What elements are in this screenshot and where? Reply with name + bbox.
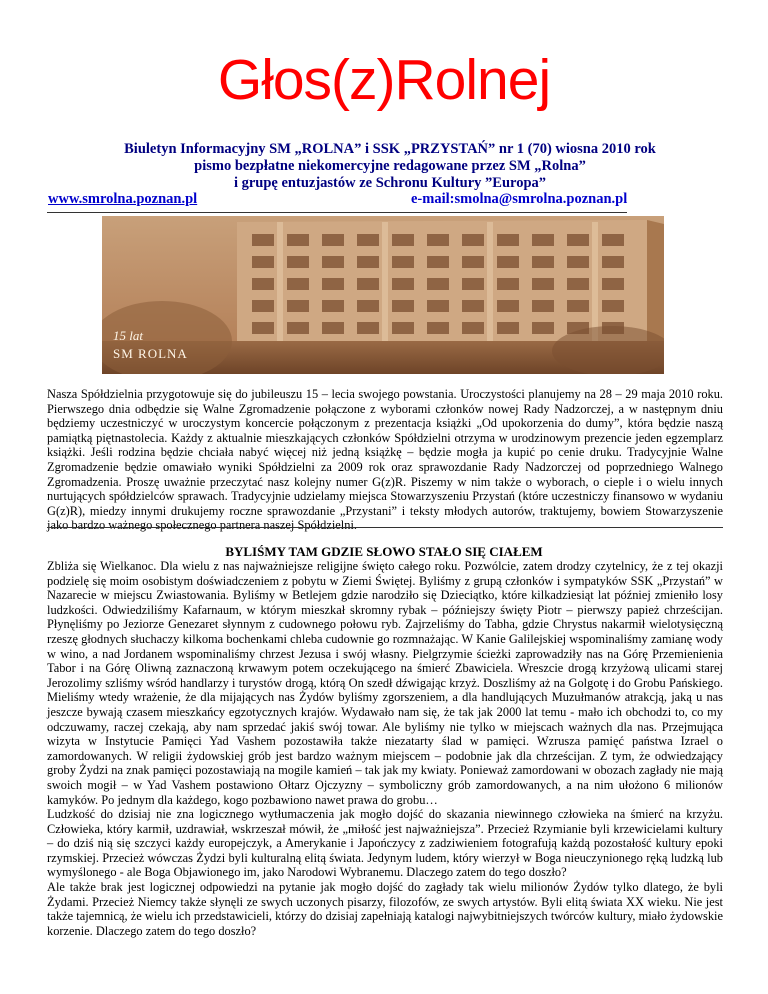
header-divider — [47, 212, 627, 213]
masthead-title: Głos(z)Rolnej — [217, 48, 551, 112]
article-paragraph-3: Ale także brak jest logicznej odpowiedzi na pytanie jak mogło dojść do zagłady tak wielu milionów Żydów tylko dlatego, że byli Żydami. Przecież Niemcy także słynęli ze swych uczonych pisarzy, filozofów, ze swych artystów. Byli elitą świata XX wieku. Nie jest także tajemnicą, że wielu ich przedstawicieli, którzy do dzisiaj zapełniają katalogi najwybitniejszych twórców kultury, miało żydowskie korzenie. Dlaczego zatem do tego doszło? — [47, 880, 723, 938]
bulletin-info-line: Biuletyn Informacyjny SM „ROLNA” i SSK „PRZYSTAŃ” nr 1 (70) wiosna 2010 rok — [124, 141, 656, 157]
intro-paragraph: Nasza Spółdzielnia przygotowuje się do jubileuszu 15 – lecia swojego powstania. Uroczystości planujemy na 28 – 29 maja 2010 roku. Pierwszego dnia odbędzie się Walne Zgromadzenie połączone z wyborami członków nowej Rady Nadzorczej, a w następnym dniu będziemy uczestniczyć w uroczystym koncercie połączonym z prezentacja książki „Od upokorzenia do dumy”, która będzie naszą pamiątką piętnastolecia. Każdy z aktualnie mieszkających członków Spółdzielni otrzyma w urodzinowym prezencie jeden egzemplarz książki. Jeśli rodzina będzie chciała nabyć więcej niż jedną książkę – będzie mogła ja kupić po cenie druku. Tradycyjnie Walne Zgromadzenie będzie omawiało wyniki Spółdzielni za 2009 rok oraz sprawozdanie Rady Nadzorczej od poprzedniego Walnego Zgromadzenia. Proszę uważnie przeczytać nasz kolejny numer G(z)R. Piszemy w nim także o wyborach, o cieple i o wielu innych nurtujących spółdzielców sprawach. Tradycyjnie udzielamy miejsca Stowarzyszeniu Przystań (które uczestniczy finansowo w wydaniu G(z)R), miedzy innymi drukujemy roczne sprawozdanie „Przystani” i teksty młodych autorów, traktujemy, bowiem Stowarzyszenie jako bardzo ważnego społecznego partnera naszej Spółdzielni. — [47, 387, 723, 533]
publisher-line: pismo bezpłatne niekomercyjne redagowane przez SM „Rolna” — [194, 158, 586, 174]
photo-caption-name: SM ROLNA — [113, 346, 188, 361]
article-body — [47, 559, 723, 959]
article-paragraph-1: Zbliża się Wielkanoc. Dla wielu z nas najważniejsze religijne święto całego roku. Pozwólcie, zatem drodzy czytelnicy, że z tej okazji podzielę się moim osobistym doświadczeniem z pobytu w Ziemi Świętej. Byliśmy z grupą członków i sympatyków SSK „Przystań” w Nazarecie w miejscu Zwiastowania. Byliśmy w Betlejem gdzie narodziło się Dzieciątko, które kilkadziesiąt lat później zmieniło losy ludzkości. Odwiedziliśmy Kafarnaum, w którym mieszkał skromny rybak – późniejszy święty Piotr – pierwszy papież chrześcijan. Płynęliśmy po Jeziorze Genezaret słynnym z cudownego połowu ryb. Zajrzeliśmy do Tabha, gdzie Chrystus nakarmił wielotysięczną rzeszę głodnych słuchaczy kilkoma bochenkami chleba cudownie go rozmnażając. W Kanie Galilejskiej wspominaliśmy zamianę wody w wino, a nad Jordanem wspominaliśmy chrzest Jezusa i swój własny. Pielgrzymie ścieżki zaprowadziły nas na Górę Przemienienia Tabor i na Górę Oliwną zaznaczoną krwawym potem oczekującego na śmierć Zbawiciela. Wreszcie drogą krzyżową ulicami starej Jerozolimy szliśmy wśród handlarzy i turystów drogą, którą On szedł dźwigając krzyż. Doszliśmy aż na Golgotę i do Grobu Pańskiego. Mieliśmy wtedy wrażenie, że dla mijających nas Żydów byliśmy zgorszeniem, a dla handlujących Muzułmanów atrakcją, jaką u nas jeszcze bywają czasem mieszkańcy egzotycznych krajów. Wydawało nam się, że tak jak 2000 lat temu - mało ich obchodzi to, co my odczuwamy, raczej czekają, aby nam sprzedać jakiś swój towar. Ale byliśmy nie tylko w miejscach ważnych dla nas. Przejmująca wizyta w Instytucie Pamięci Yad Vashem pozostawiła także niezatarty ślad w pamięci. Wzrusza pamięć państwa Izrael o zamordowanych. W religii żydowskiej grób jest bardzo ważnym miejscem – podobnie jak dla chrześcijan. Z tym, że odwiedzający groby Żydzi na znak pamięci pozostawiają na mogile kamień – tak jak my kwiaty. Ponieważ zamordowani w obozach zagłady nie mają swoich mogił – w Yad Vashem postawiono Ołtarz Ojczyzny – symboliczny grób zamordowanych, a na nim ułożono 6 milionów kamyków. Po jednym dla każdego, kogo pozbawiono nawet prawa do grobu… — [47, 559, 723, 807]
contact-row — [48, 191, 628, 208]
photo-caption-years: 15 lat — [113, 328, 143, 343]
intro-divider — [47, 527, 723, 528]
contributors-line: i grupę entuzjastów ze Schronu Kultury ”Europa” — [233, 175, 547, 191]
building-photo — [102, 216, 664, 374]
article-paragraph-2: Ludzkość do dzisiaj nie zna logicznego wytłumaczenia jak mogło dojść do skazania niewinnego człowieka na śmierć na krzyżu. Człowieka, który karmił, uzdrawiał, wskrzeszał mówił, że „miłość jest najważniejsza”. Przecież Rzymianie byli krzewicielami kultury – do dziś nią się szczyci każdy europejczyk, a Amerykanie i Japończycy z zadziwieniem fotografują każdą pozostałość kultury epoki rzymskiej. Przecież wówczas Żydzi byli kulturalną elitą świata. Jedynym ludem, który wierzył w Boga nieuczynionego ręką ludzką lub wymyślonego - ale Boga Objawionego im, jako Narodowi Wybranemu. Dlaczego zatem do tego doszło? — [47, 807, 723, 880]
email-link[interactable]: e-mail:smolna@smrolna.poznan.pl — [411, 191, 628, 207]
website-link[interactable]: www.smrolna.poznan.pl — [48, 191, 198, 207]
article-title: BYLIŚMY TAM GDZIE SŁOWO STAŁO SIĘ CIAŁEM — [225, 544, 543, 559]
